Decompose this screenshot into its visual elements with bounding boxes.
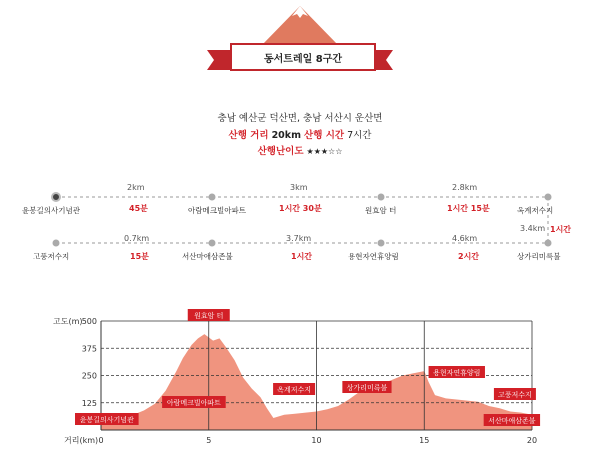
annotation-tag-label: 윤봉길의사기념관 <box>79 416 134 424</box>
point-label-2: 아람메크빌아파트 <box>188 206 246 215</box>
route-node-7 <box>378 240 385 247</box>
route-node-3 <box>378 194 385 201</box>
distance-5: 3.7km <box>286 234 312 243</box>
ytick-label: 125 <box>81 398 97 408</box>
y-axis-label: 고도(m) <box>53 317 83 326</box>
distance-6: 4.6km <box>452 234 478 243</box>
elevation-chart <box>0 295 600 455</box>
summary-line <box>0 127 600 141</box>
route-node-8 <box>545 240 552 247</box>
annotation-tag-label: 서산마애삼존불 <box>488 417 536 425</box>
annotation-tag-label: 고풍저수지 <box>498 391 532 399</box>
point-label-8: 상가리미륵불 <box>517 252 561 261</box>
time-2: 1시간 30분 <box>279 204 322 213</box>
route-node-1 <box>52 193 60 201</box>
ytick-label: 500 <box>81 317 97 326</box>
route-node-2 <box>209 194 216 201</box>
distance-value: 20km <box>271 130 301 141</box>
annotation-tag-label: 원효암 터 <box>194 312 224 320</box>
point-label-1: 윤봉길의사기념관 <box>22 206 80 215</box>
route-node-5 <box>53 240 60 247</box>
location-text: 충남 예산군 덕산면, 충남 서산시 운산면 <box>217 113 383 124</box>
xtick-label: 0 <box>98 436 104 445</box>
point-label-7: 용현자연휴양림 <box>348 252 399 261</box>
distance-label: 산행 거리 <box>228 130 269 141</box>
point-label-3: 원효암 터 <box>365 206 397 215</box>
distance-2: 3km <box>290 183 308 192</box>
time-1: 45분 <box>129 204 148 213</box>
time-value: 7시간 <box>347 130 372 141</box>
route-node-4 <box>545 194 552 201</box>
distance-3: 2.8km <box>452 183 478 192</box>
section-title: 동서트레일 8구간 <box>263 53 343 65</box>
distance-1: 2km <box>127 183 145 192</box>
ytick-label: 375 <box>81 344 97 354</box>
xtick-label: 20 <box>526 436 538 445</box>
annotation-tag-label: 용현자연휴양림 <box>433 369 481 377</box>
point-label-6: 서산마애삼존불 <box>182 252 233 261</box>
xtick-label: 5 <box>206 436 212 445</box>
x-axis-label: 거리(km) <box>64 436 99 445</box>
annotation-tag-label: 옥계저수지 <box>277 386 311 394</box>
distance-7: 3.4km <box>520 224 546 233</box>
location-line <box>0 110 600 124</box>
xtick-label: 15 <box>419 436 430 445</box>
xtick-label: 10 <box>311 436 322 445</box>
point-label-4: 옥계저수지 <box>517 206 554 215</box>
time-4: 15분 <box>130 252 149 261</box>
difficulty-label: 산행난이도 <box>257 146 304 157</box>
difficulty-line <box>0 143 600 157</box>
route-node-6 <box>209 240 216 247</box>
ribbon-left-tail <box>207 50 232 70</box>
time-6: 2시간 <box>458 252 480 261</box>
ytick-label: 250 <box>81 371 97 381</box>
time-7: 1시간 <box>550 225 572 234</box>
time-label: 산행 시간 <box>304 130 345 141</box>
time-3: 1시간 15분 <box>447 204 490 213</box>
point-label-5: 고풍저수지 <box>33 252 70 261</box>
annotation-tag-label: 상가리미륵불 <box>346 384 388 392</box>
section-banner <box>230 43 376 71</box>
distance-4: 0.7km <box>124 234 150 243</box>
annotation-tag-label: 아람메크빌아파트 <box>166 399 221 407</box>
time-5: 1시간 <box>291 252 313 261</box>
difficulty-stars: ★★★☆☆ <box>306 147 343 156</box>
